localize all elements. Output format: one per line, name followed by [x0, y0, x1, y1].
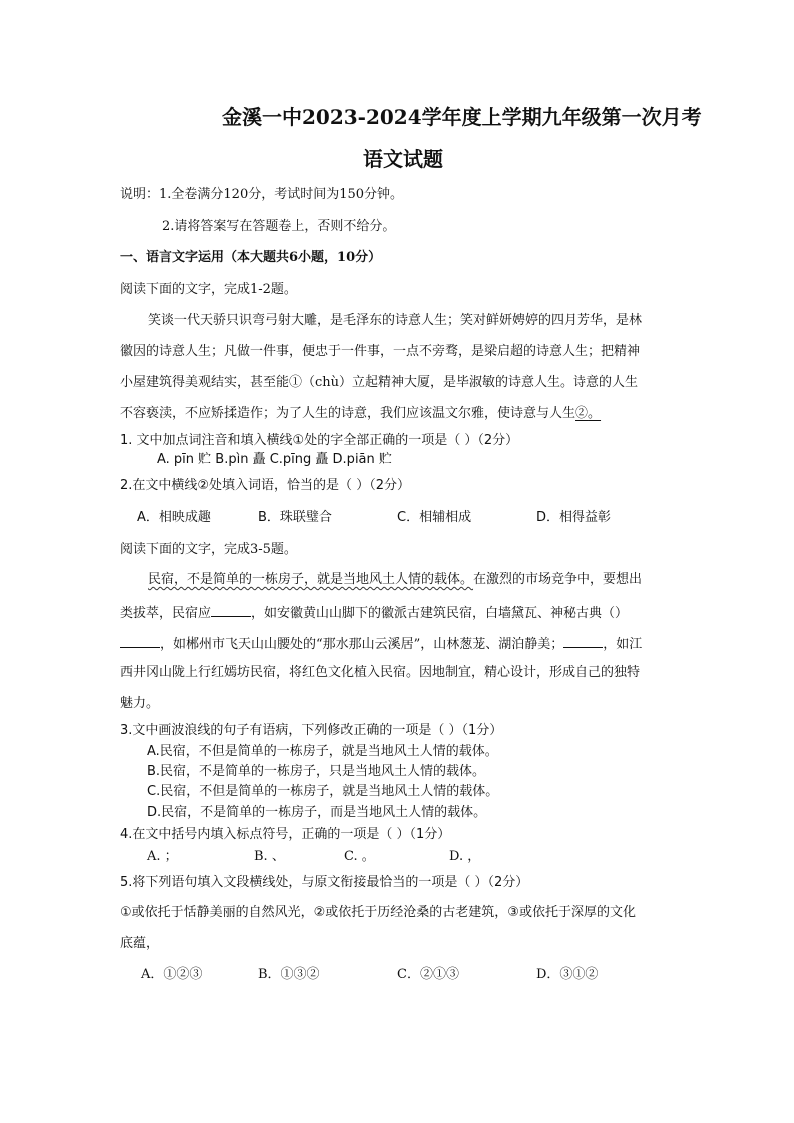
fill-blank-1: [211, 604, 251, 617]
passage1-line4-a: 不容亵渎，不应矫揉造作；为了人生的诗意，我们应该温文尔雅，使诗意与人生: [120, 406, 576, 421]
q3-option-d: D.民宿，不是简单的一栋房子，而是当地风土人情的载体。: [147, 805, 487, 820]
passage1-line4-b: 。: [588, 406, 602, 421]
q2-option-a: A．相映成趣: [137, 510, 211, 525]
q5-sentences-line2: 底蕴，: [120, 936, 160, 951]
passage2-line1: [148, 573, 642, 586]
passage1-line3-a: 小屋建筑得美观结实，甚至能: [120, 375, 290, 390]
blank-circle-1: ①: [289, 375, 303, 390]
q3-option-b: B.民宿，不是简单的一栋房子，只是当地风土人情的载体。: [147, 764, 486, 779]
note-2: 2.请将答案写在答题卷上，否则不给分。: [162, 219, 396, 234]
q5-stem: 5.将下列语句填入文段横线处，与原文衔接最恰当的一项是（ ）（2分）: [120, 875, 529, 890]
q4-option-c: C. 。: [344, 849, 375, 864]
passage2-line4: 西井冈山陇上行红嫣坊民宿，将红色文化植入民宿。因地制宜，精心设计，形成自己的独特: [120, 665, 641, 680]
q1-options: A. pīn 贮 B.pìn 矗 C.pīng 矗 D.piān 贮: [157, 452, 392, 467]
q5-option-c: C．②①③: [397, 967, 459, 982]
q5-sentences-line1: ①或依托于恬静美丽的自然风光，②或依托于历经沧桑的古老建筑，③或依托于深厚的文化: [120, 905, 636, 920]
q1-stem: 1. 文中加点词注音和填入横线①处的字全部正确的一项是（ ）（2分）: [120, 433, 519, 448]
passage2-line2: [120, 604, 628, 620]
q3-option-c: C.民宿，不但是简单的一栋房子，就是当地风土人情的载体。: [147, 784, 499, 799]
exam-title: 金溪一中2023-2024学年度上学期九年级第一次月考: [222, 105, 702, 129]
read-instruction-1: 阅读下面的文字，完成1-2题。: [120, 282, 297, 297]
passage1-line3: [120, 376, 638, 389]
q2-option-c: C．相辅相成: [397, 510, 472, 525]
q4-stem: 4.在文中括号内填入标点符号，正确的一项是（ ）（1分）: [120, 827, 451, 842]
passage1-line2: 徽因的诗意人生；凡做一件事，便忠于一件事，一点不旁骛，是梁启超的诗意人生；把精神: [120, 344, 641, 359]
blank-circle-2: ②: [575, 406, 589, 421]
q4-option-a: A. ；: [147, 849, 178, 864]
section-1-heading: 一、语言文字运用（本大题共6小题，10分）: [120, 250, 382, 265]
passage2-line1-rest: 在激烈的市场竞争中，要想出: [473, 572, 643, 587]
passage1-line3-b: （chù）立起精神大厦，是毕淑敏的诗意人生。诗意的人生: [302, 375, 639, 390]
note-1: 说明：1.全卷满分120分，考试时间为150分钟。: [120, 187, 404, 202]
q4-option-d: D. ，: [449, 849, 481, 864]
passage2-line5: 魅力。: [120, 696, 160, 711]
q3-option-a: A.民宿，不但是简单的一栋房子，就是当地风土人情的载体。: [147, 744, 498, 759]
passage2-line3: [120, 635, 642, 651]
passage2-line2-a: 类拔萃，民宿应: [120, 606, 212, 621]
fill-blank-2: [120, 635, 160, 648]
passage2-line3-b: ，如江: [603, 637, 643, 652]
passage1-line4: [120, 407, 601, 420]
q2-stem: 2.在文中横线②处填入词语，恰当的是（ ）（2分）: [120, 478, 410, 493]
exam-subtitle: 语文试题: [363, 147, 443, 171]
fill-blank-3: [563, 635, 603, 648]
q2-option-b: B．珠联璧合: [258, 510, 332, 525]
passage1-line1: 笑谈一代天骄只识弯弓射大雕，是毛泽东的诗意人生；笑对鲜妍娉婷的四月芳华，是林: [148, 313, 643, 328]
q4-option-b: B. 、: [254, 849, 285, 864]
read-instruction-2: 阅读下面的文字，完成3-5题。: [120, 542, 297, 557]
q5-option-a: A．①②③: [141, 967, 203, 982]
wavy-sentence: 民宿，不是简单的一栋房子，就是当地风土人情的载体。: [148, 572, 474, 587]
q2-option-d: D．相得益彰: [536, 510, 612, 525]
q5-option-d: D．③①②: [536, 967, 599, 982]
passage2-line3-a: ，如郴州市飞天山山腰处的“那水那山云溪居”，山林葱茏、湖泊静美；: [160, 637, 564, 652]
q5-option-b: B．①③②: [258, 967, 320, 982]
q3-stem: 3.文中画波浪线的句子有语病，下列修改正确的一项是（ ）（1分）: [120, 723, 503, 738]
passage2-line2-b: ，如安徽黄山山脚下的徽派古建筑民宿，白墙黛瓦、神秘古典（）: [251, 606, 629, 621]
